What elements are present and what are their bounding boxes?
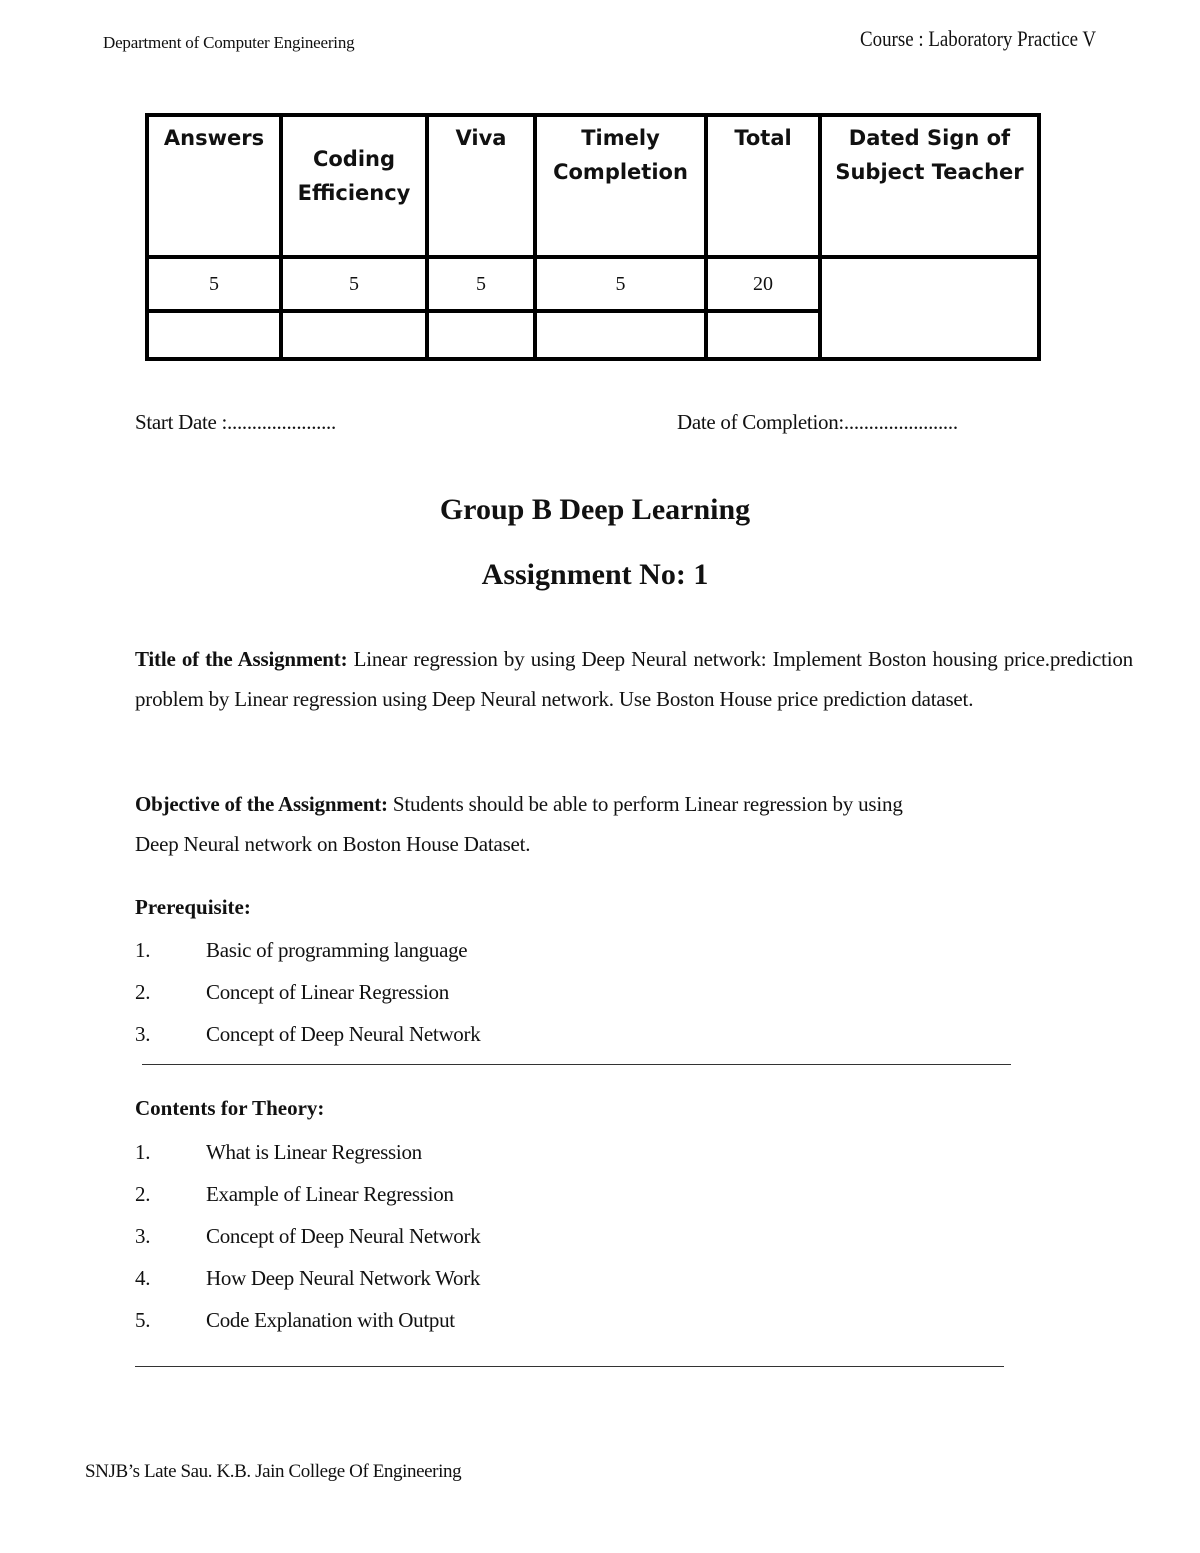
obtained-total[interactable]: [706, 311, 820, 359]
header-viva: Viva: [427, 115, 535, 257]
marks-header-row: [147, 115, 1039, 257]
objective-line-2: Deep Neural network on Boston House Dataset.: [135, 832, 531, 856]
max-answers: 5: [147, 257, 281, 311]
prerequisite-heading: Prerequisite:: [135, 895, 251, 919]
prerequisite-list: [135, 929, 480, 1055]
divider-line: [142, 1064, 1011, 1065]
obtained-coding-efficiency[interactable]: [281, 311, 427, 359]
start-date: Start Date :......................: [135, 410, 336, 434]
marks-table: [145, 113, 1041, 361]
course-name: Course : Laboratory Practice V: [860, 26, 1097, 51]
theory-heading: Contents for Theory:: [135, 1096, 325, 1120]
max-timely-completion: 5: [535, 257, 706, 311]
assignment-title-paragraph: [135, 639, 1133, 719]
max-marks-row: [147, 257, 1039, 311]
header-dated-sign: Dated Sign of Subject Teacher: [820, 115, 1039, 257]
max-total: 20: [706, 257, 820, 311]
header-timely-completion: Timely Completion: [535, 115, 706, 257]
divider-line: [135, 1366, 1004, 1367]
obtained-viva[interactable]: [427, 311, 535, 359]
list-item: 3. Concept of Deep Neural Network: [135, 1022, 481, 1046]
objective-line-1: Students should be able to perform Linear regression by using: [392, 792, 903, 816]
assignment-title-text: Linear regression by using Deep Neural network: Implement Boston housing price.prediction problem by Linear regression using Deep Neural network. Use Boston House price prediction dataset.: [135, 647, 1133, 711]
list-item: 2. Example of Linear Regression: [135, 1182, 454, 1206]
group-title: Group B Deep Learning: [439, 493, 751, 526]
obtained-timely-completion[interactable]: [535, 311, 706, 359]
sign-cell[interactable]: [820, 257, 1039, 359]
list-item: 4. How Deep Neural Network Work: [135, 1266, 481, 1290]
objective-label: Objective of the Assignment:: [135, 792, 388, 816]
completion-date: Date of Completion:.......................: [677, 410, 958, 434]
obtained-answers[interactable]: [147, 311, 281, 359]
list-item: 5. Code Explanation with Output: [135, 1308, 455, 1332]
list-item: 2. Concept of Linear Regression: [135, 980, 449, 1004]
max-coding-efficiency: 5: [281, 257, 427, 311]
list-item: 3. Concept of Deep Neural Network: [135, 1224, 481, 1248]
max-viva: 5: [427, 257, 535, 311]
assignment-number: Assignment No: 1: [481, 558, 709, 591]
department-name: Department of Computer Engineering: [103, 33, 355, 52]
header-answers: Answers: [147, 115, 281, 257]
list-item: 1. Basic of programming language: [135, 938, 468, 962]
theory-list: [135, 1131, 480, 1341]
list-item: 1. What is Linear Regression: [135, 1140, 422, 1164]
assignment-title-label: Title of the Assignment:: [135, 647, 348, 671]
college-footer: SNJB’s Late Sau. K.B. Jain College Of Engineering: [85, 1461, 462, 1482]
header-coding-efficiency: Coding Efficiency: [281, 115, 427, 257]
objective-paragraph: [135, 784, 1133, 864]
header-total: Total: [706, 115, 820, 257]
